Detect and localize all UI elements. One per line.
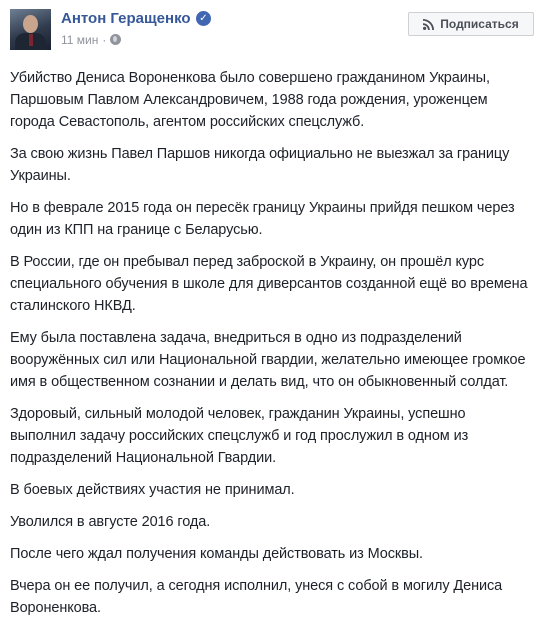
post-paragraph: После чего ждал получения команды действовать из Москвы. [10, 546, 423, 562]
post-paragraph: Но в феврале 2015 года он пересёк границу Украины прийдя пешком через один из КПП на границе с Беларусью. [10, 200, 515, 238]
post-paragraph: Здоровый, сильный молодой человек, гражданин Украины, успешно выполнил задачу российских спецслужб и год прослужил в одном из подразделений Национальной Гвардии. [10, 406, 469, 466]
author-avatar[interactable] [10, 9, 51, 50]
post-paragraph: За свою жизнь Павел Паршов никогда официально не выезжал за границу Украины. [10, 146, 510, 184]
globe-icon[interactable] [110, 34, 121, 45]
post-meta [61, 33, 121, 47]
post-timestamp[interactable]: 11 мин [61, 33, 99, 47]
rss-icon [423, 19, 434, 30]
post-paragraph: Ему была поставлена задача, внедриться в одно из подразделений вооружённых сил или Национальной гвардии, желательно имеющее громкое имя в общественном сознании и делать вид, что он обыкновенный солдат. [10, 330, 526, 390]
subscribe-label: Подписаться [440, 17, 519, 31]
meta-separator: · [102, 33, 107, 47]
avatar-tie [29, 34, 33, 46]
post-paragraph: В России, где он пребывал перед заброской в Украину, он прошёл курс специального обучения в школе для диверсантов созданной ещё во времена сталинского НКВД. [10, 254, 528, 314]
author-name-link[interactable]: Антон Геращенко [61, 10, 191, 27]
verified-badge-icon: ✓ [196, 11, 211, 26]
post-header [10, 9, 534, 57]
subscribe-button[interactable] [408, 12, 534, 36]
post-paragraph: Уволился в августе 2016 года. [10, 514, 211, 530]
avatar-face [23, 15, 38, 33]
post-paragraph: Убийство Дениса Вороненкова было совершено гражданином Украины, Паршовым Павлом Александровичем, 1988 года рождения, уроженцем города Севастополь, агентом российских спецслужб. [10, 70, 490, 130]
post-paragraph: Вчера он ее получил, а сегодня исполнил, унеся с собой в могилу Дениса Вороненкова. [10, 578, 503, 616]
post-paragraph: В боевых действиях участия не принимал. [10, 482, 295, 498]
post-body [10, 67, 530, 629]
